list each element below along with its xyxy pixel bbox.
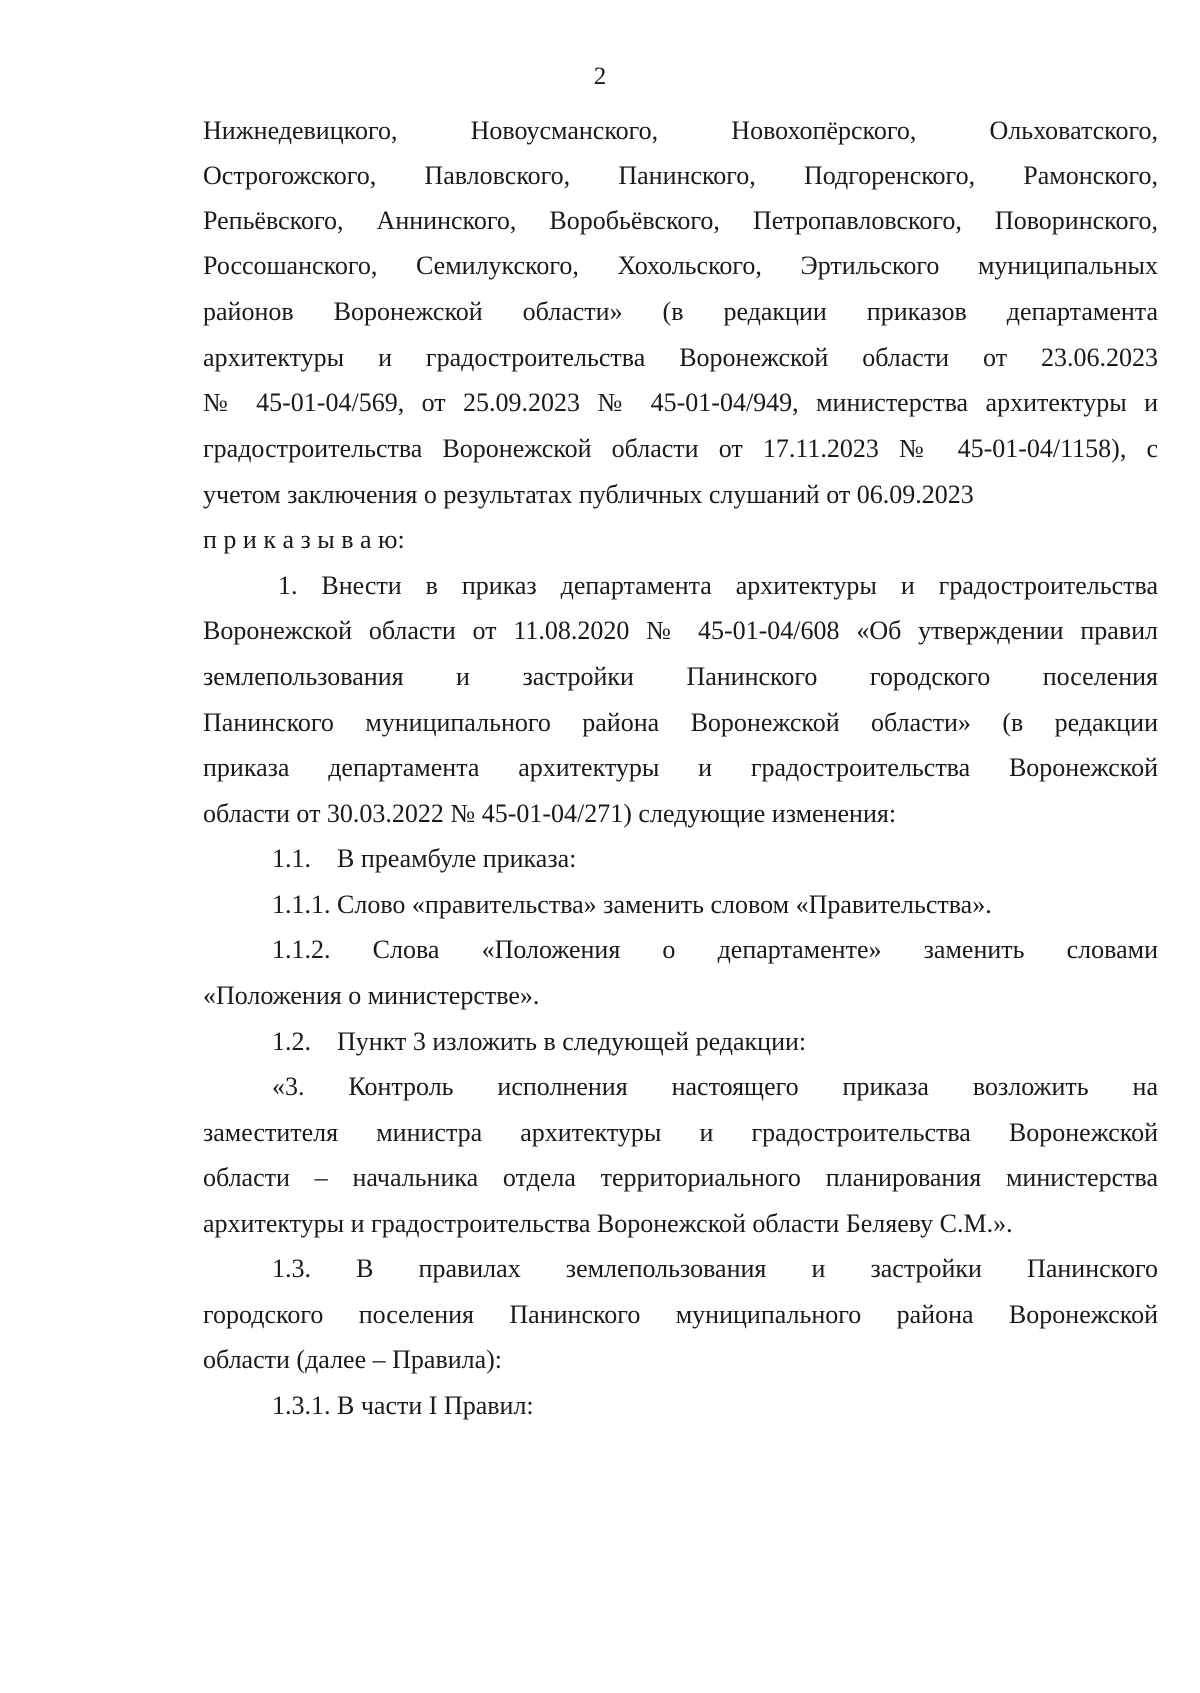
text-line: заместителя министра архитектуры и градостроительства Воронежской [203, 1118, 1158, 1147]
clause-line: 1.1.2. Слова «Положения о департаменте» заменить словами [272, 935, 1158, 964]
text-line: «Положения о министерстве». [203, 981, 540, 1010]
clause-line: «3. Контроль исполнения настоящего приказа возложить на [272, 1072, 1158, 1101]
text-line: Острогожского, Павловского, Панинского, Подгоренского, Рамонского, [203, 161, 1158, 190]
text-line: области (далее – Правила): [203, 1345, 503, 1374]
text-line: 1. Внести в приказ департамента архитектуры и градостроительства [278, 571, 1158, 600]
page-number: 2 [593, 63, 607, 90]
text-line: Репьёвского, Аннинского, Воробьёвского, Петропавловского, Поворинского, [203, 206, 1158, 235]
text-line: землепользования и застройки Панинского городского поселения [203, 662, 1158, 691]
clause-line: 1.1.1. Слово «правительства» заменить словом «Правительства». [272, 890, 992, 919]
text-line: области от 30.03.2022 № 45-01-04/271) следующие изменения: [203, 799, 897, 828]
text-line: приказа департамента архитектуры и градостроительства Воронежской [203, 753, 1158, 782]
text-line: области – начальника отдела территориального планирования министерства [203, 1163, 1158, 1192]
text-line: градостроительства Воронежской области от 17.11.2023 № 45-01-04/1158), с [203, 434, 1158, 463]
text-line: Нижнедевицкого, Новоусманского, Новохопёрского, Ольховатского, [203, 116, 1158, 145]
text-line: городского поселения Панинского муниципального района Воронежской [203, 1300, 1158, 1329]
text-line: учетом заключения о результатах публичных слушаний от 06.09.2023 [203, 480, 974, 509]
clause-line: 1.2. Пункт 3 изложить в следующей редакции: [272, 1027, 807, 1056]
text-line: районов Воронежской области» (в редакции приказов департамента [203, 297, 1158, 326]
clause-line: 1.3.1. В части I Правил: [272, 1391, 534, 1420]
text-line: Панинского муниципального района Воронежской области» (в редакции [203, 708, 1158, 737]
text-line: № 45-01-04/569, от 25.09.2023 № 45-01-04/949, министерства архитектуры и [203, 388, 1158, 417]
text-line: архитектуры и градостроительства Воронежской области Беляеву С.М.». [203, 1209, 1013, 1238]
text-line: Воронежской области от 11.08.2020 № 45-01-04/608 «Об утверждении правил [203, 616, 1158, 645]
clause-line: 1.1. В преамбуле приказа: [272, 844, 577, 873]
order-verb-line: п р и к а з ы в а ю: [203, 525, 405, 554]
text-line: архитектуры и градостроительства Воронежской области от 23.06.2023 [203, 343, 1158, 372]
clause-line: 1.3. В правилах землепользования и застройки Панинского [272, 1254, 1158, 1283]
text-line: Россошанского, Семилукского, Хохольского, Эртильского муниципальных [203, 251, 1158, 280]
